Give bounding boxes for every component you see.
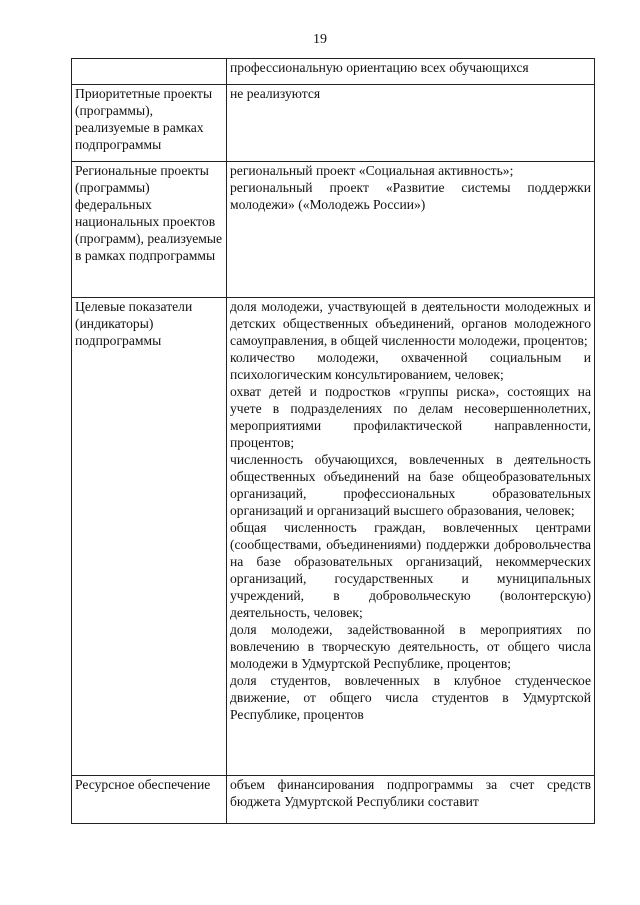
table-row: [72, 298, 595, 776]
table-row: [72, 59, 595, 85]
value-paragraph: региональный проект «Социальная активность»;: [230, 163, 514, 178]
value-paragraph: объем финансирования подпрограммы за счет средств бюджета Удмуртской Республики составит: [230, 777, 591, 809]
row-value: [227, 59, 595, 85]
row-label: Приоритетные проекты (программы), реализуемые в рамках подпрограммы: [72, 85, 227, 162]
row-value: [227, 298, 595, 776]
value-paragraph: региональный проект «Развитие системы поддержки молодежи» («Молодежь России»): [230, 180, 591, 212]
value-paragraph: количество молодежи, охваченной социальным и психологическим консультированием, человек;: [230, 350, 591, 382]
value-paragraph: общая численность граждан, вовлеченных центрами (сообществами, объединениями) поддержки добровольчества на базе образовательных организаций, некоммерческих организаций, государственных и муниципальных учреждений, в добровольческую (волонтерскую) деятельность, человек;: [230, 520, 591, 620]
row-label: Региональные проекты (программы) федеральных национальных проектов (программ), реализуемые в рамках подпрограммы: [72, 162, 227, 298]
row-value: [227, 85, 595, 162]
page-number: 19: [313, 32, 327, 47]
value-paragraph: доля студентов, вовлеченных в клубное студенческое движение, от общего числа студентов в Удмуртской Республике, процентов: [230, 673, 591, 722]
value-paragraph: доля молодежи, участвующей в деятельности молодежных и детских общественных объединений, органов молодежного самоуправления, в общей численности молодежи, процентов;: [230, 299, 591, 348]
table-row: [72, 85, 595, 162]
value-paragraph: численность обучающихся, вовлеченных в деятельность общественных объединений на базе общеобразовательных организаций, профессиональных образовательных организаций и организаций высшего образования, человек;: [230, 452, 591, 518]
value-paragraph: профессиональную ориентацию всех обучающихся: [230, 60, 529, 75]
row-label: [72, 59, 227, 85]
table-row: [72, 162, 595, 298]
table-row: [72, 776, 595, 824]
value-paragraph: доля молодежи, задействованной в мероприятиях по вовлечению в творческую деятельность, от общего числа молодежи в Удмуртской Республике, процентов;: [230, 622, 591, 671]
row-value: [227, 162, 595, 298]
subprogram-passport-table: [71, 58, 595, 824]
value-paragraph: не реализуются: [230, 86, 321, 101]
row-value: [227, 776, 595, 824]
value-paragraph: охват детей и подростков «группы риска», состоящих на учете в подразделениях по делам несовершеннолетних, мероприятиями профилактической направленности, процентов;: [230, 384, 591, 450]
row-label: Целевые показатели (индикаторы) подпрограммы: [72, 298, 227, 776]
row-label: Ресурсное обеспечение: [72, 776, 227, 824]
